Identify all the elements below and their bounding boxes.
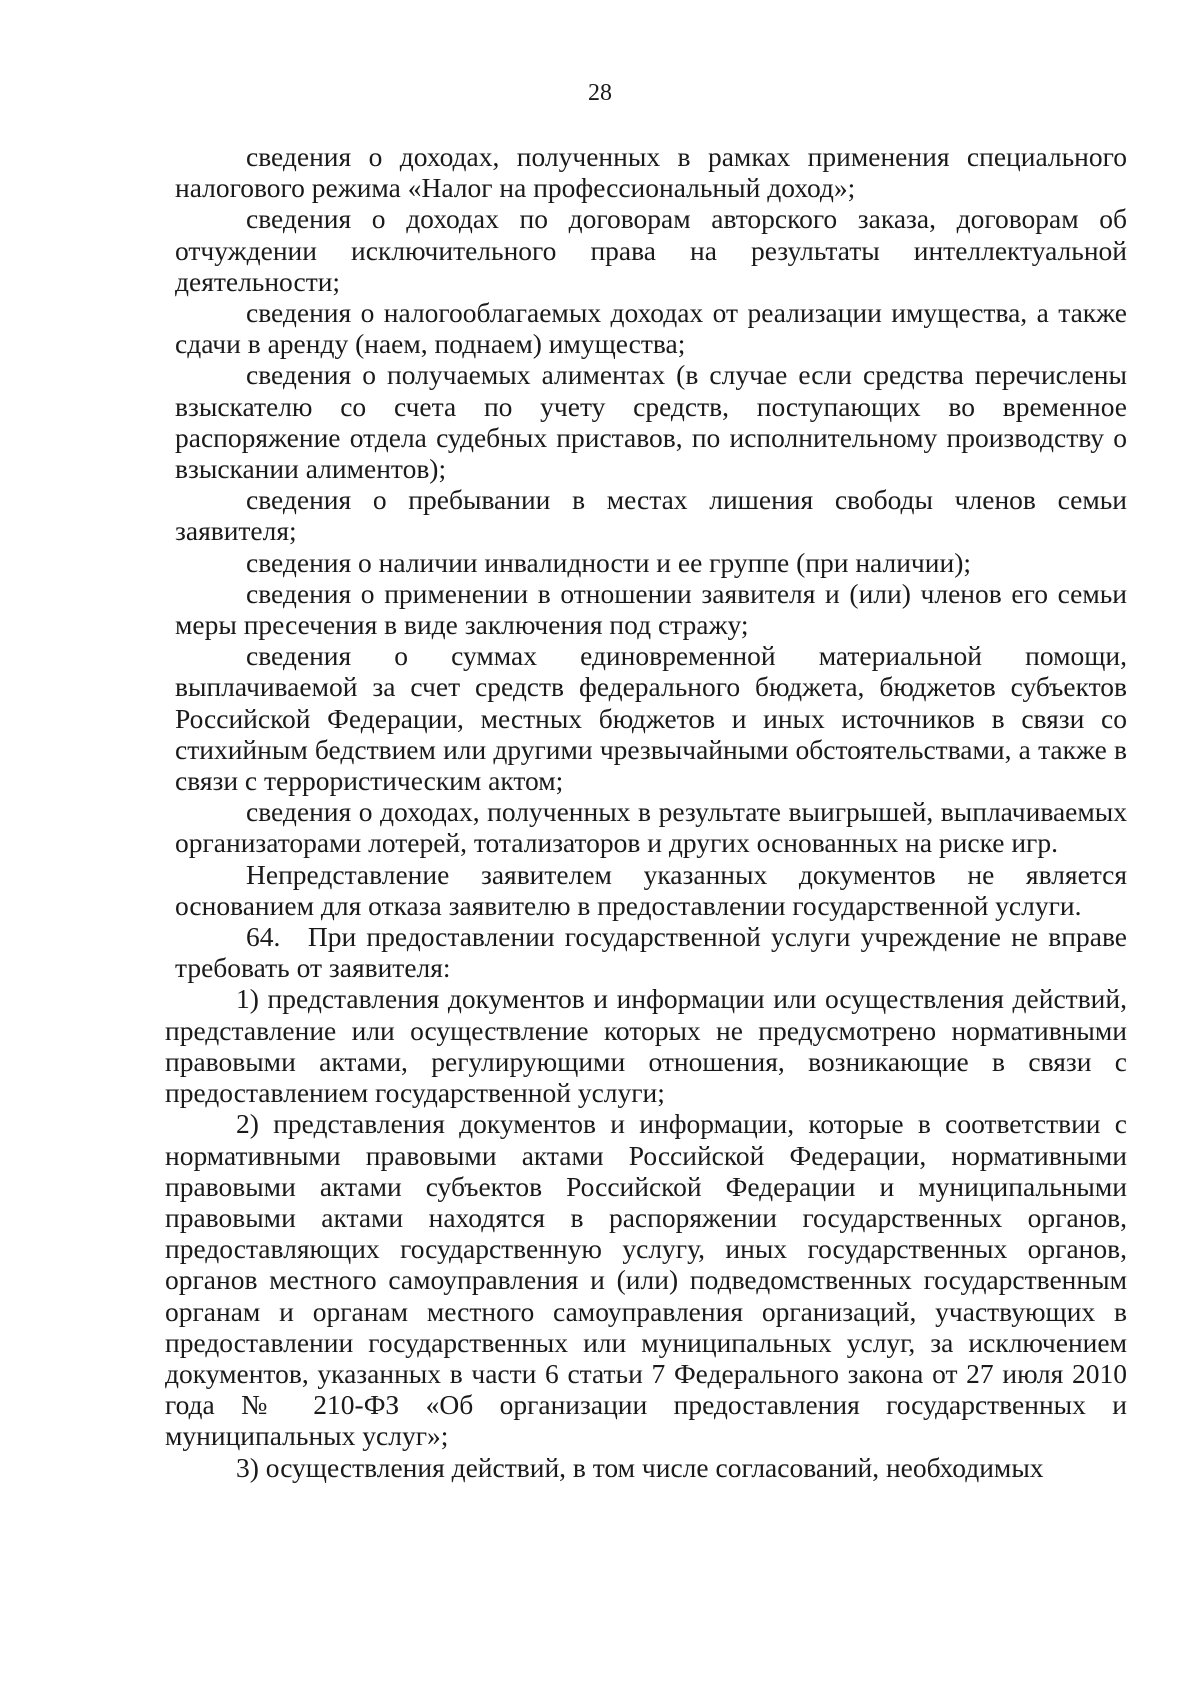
paragraph-income-copyright: сведения о доходах по договорам авторского заказа, договорам об отчуждении исключительного права на результаты интеллектуальной деятельности; [175,203,1127,297]
paragraph-income-self-employed: сведения о доходах, полученных в рамках применения специального налогового режима «Налог на профессиональный доход»; [175,141,1127,204]
paragraph-item-1: 1) представления документов и информации или осуществления действий, представление или осуществление которых не предусмотрено нормативными правовыми актами, регулирующими отношения, возникающие в связи с предоставлением государственной услуги; [165,983,1127,1109]
document-body [165,141,1127,1483]
paragraph-imprisonment: сведения о пребывании в местах лишения свободы членов семьи заявителя; [175,484,1127,547]
paragraph-clause-64: 64. При предоставлении государственной услуги учреждение не вправе требовать от заявителя: [175,921,1127,984]
paragraph-disability: сведения о наличии инвалидности и ее группе (при наличии); [246,546,971,578]
paragraph-non-submission: Непредставление заявителем указанных документов не является основанием для отказа заявителю в предоставлении государственной услуги. [175,858,1127,921]
paragraph-income-property: сведения о налогооблагаемых доходах от реализации имущества, а также сдачи в аренду (наем, поднаем) имущества; [175,297,1127,360]
paragraph-lottery-winnings: сведения о доходах, полученных в результате выигрышей, выплачиваемых организаторами лотерей, тотализаторов и других основанных на риске игр. [175,796,1127,859]
paragraph-item-2: 2) представления документов и информации, которые в соответствии с нормативными правовыми актами Российской Федерации, нормативными правовыми актами субъектов Российской Федерации и муниципальными правовыми актами находятся в распоряжении государственных органов, предоставляющих государственную услугу, иных государственных органов, органов местного самоуправления и (или) подведомственных государственным органам и органам местного самоуправления организаций, участвующих в предоставлении государственных или муниципальных услуг, за исключением документов, указанных в части 6 статьи 7 Федерального закона от 27 июля 2010 года № 210-ФЗ «Об организации предоставления государственных и муниципальных услуг»; [165,1108,1127,1452]
paragraph-item-3: 3) осуществления действий, в том числе согласований, необходимых [236,1451,1044,1483]
page-number: 28 [588,80,612,106]
paragraph-detention: сведения о применении в отношении заявителя и (или) членов его семьи меры пресечения в виде заключения под стражу; [175,577,1127,641]
paragraph-alimony: сведения о получаемых алиментах (в случае если средства перечислены взыскателю со счета по учету средств, поступающих во временное распоряжение отдела судебных приставов, по исполнительному производству о взыскании алиментов); [175,359,1127,485]
paragraph-emergency-aid: сведения о суммах единовременной материальной помощи, выплачиваемой за счет средств федерального бюджета, бюджетов субъектов Российской Федерации, местных бюджетов и иных источников в связи со стихийным бедствием или другими чрезвычайными обстоятельствами, а также в связи с террористическим актом; [175,640,1127,797]
